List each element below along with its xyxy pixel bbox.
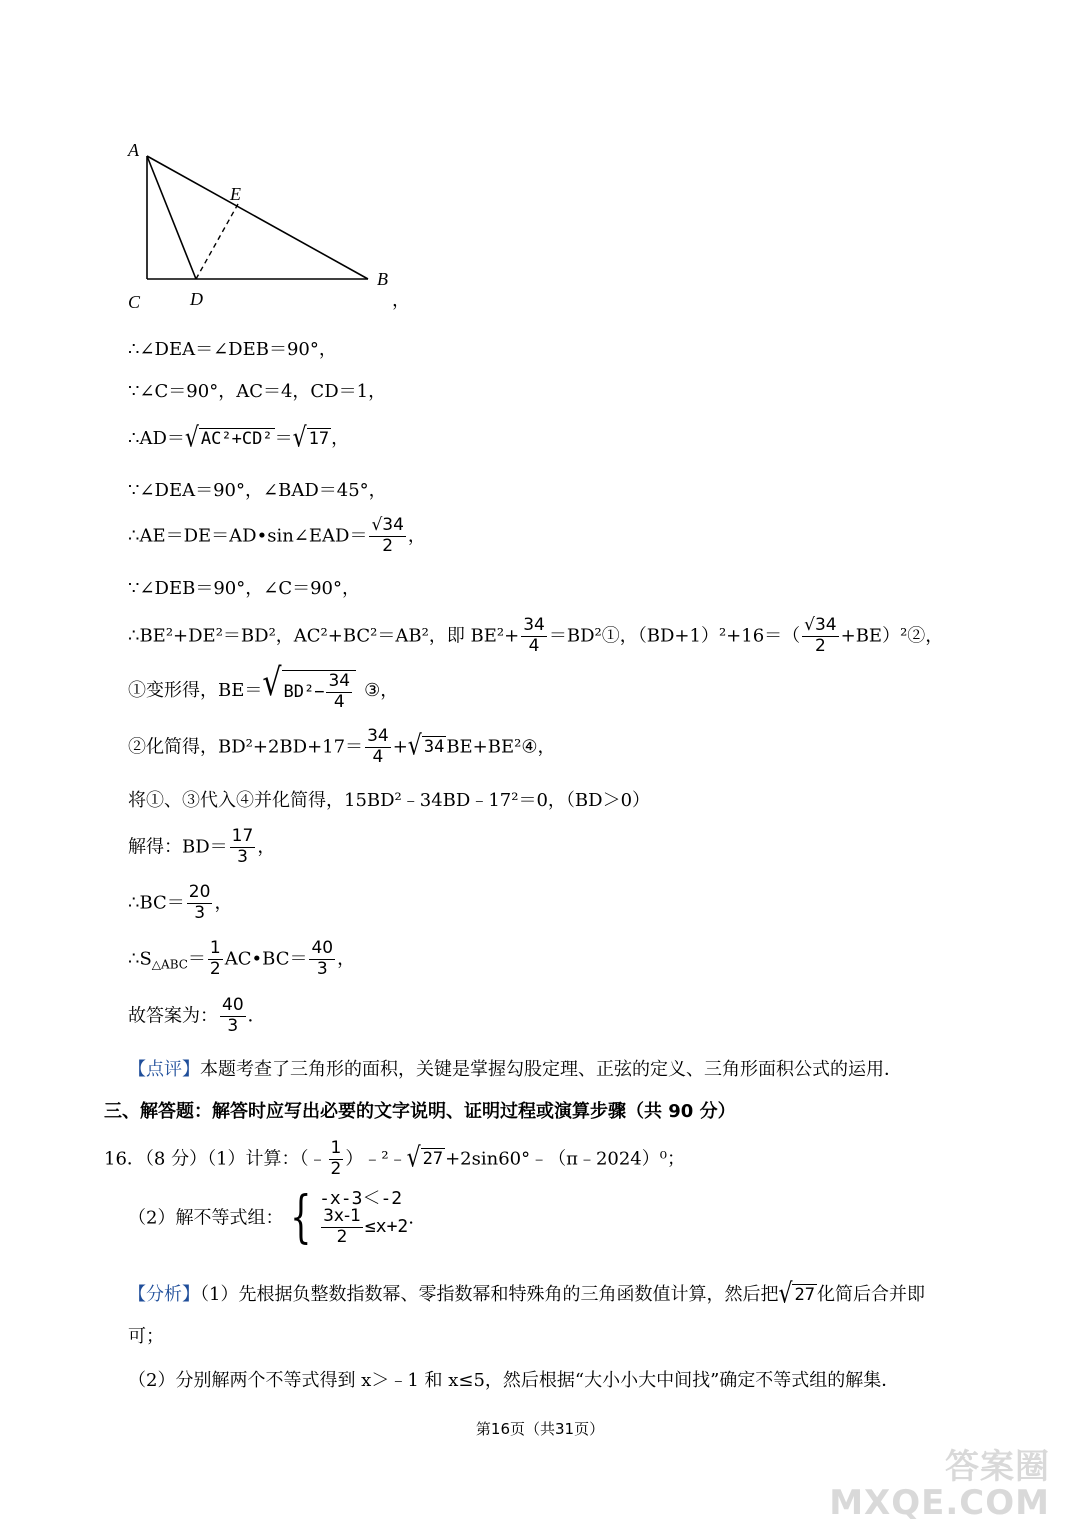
step-11: [128, 828, 275, 867]
step-7-b: ＝BD²①，（BD+1）²+16＝（: [548, 625, 801, 647]
step-13: [128, 940, 355, 979]
label-C: C: [128, 292, 141, 312]
step-14: [128, 997, 266, 1036]
denominator: 3: [237, 846, 248, 867]
fraction: [220, 997, 246, 1036]
plus: +: [392, 736, 408, 758]
step-7-c: +BE）²②，: [840, 625, 944, 647]
denominator: 3: [194, 902, 206, 923]
q16b-post: .: [408, 1207, 415, 1229]
label-E: E: [230, 184, 241, 204]
step-6: ∵∠DEB＝90°，∠C＝90°，: [128, 578, 360, 599]
numerator: 20: [188, 882, 211, 902]
fraction: [802, 617, 838, 656]
q16-pre: 16．（8 分）（1）计算：（﹣: [104, 1148, 327, 1170]
fraction: [521, 617, 547, 656]
watermark-line-2: MXQE.COM: [829, 1482, 1050, 1523]
denominator: 4: [333, 691, 345, 712]
q16b-pre: （2）解不等式组：: [128, 1207, 284, 1229]
sqrt-17: √ 17: [292, 422, 330, 454]
denominator: 2: [382, 535, 394, 556]
denominator: 2: [814, 635, 826, 656]
denominator: 2: [209, 958, 221, 979]
step-14-post: ．: [247, 1005, 266, 1027]
inequality-system: [283, 1185, 409, 1251]
step-3-pre: ∴AD＝: [128, 428, 185, 449]
analysis: [128, 1278, 925, 1310]
denominator: 4: [528, 635, 540, 656]
sqrt-27: √ 27: [778, 1278, 815, 1310]
radicand: AC²+CD²: [200, 429, 273, 449]
subscript: △ABC: [151, 957, 188, 972]
step-13-pre: ∴S: [128, 948, 152, 970]
fraction: [309, 940, 335, 979]
q16-mid: ）﹣²﹣: [345, 1148, 407, 1170]
fraction: [326, 673, 352, 712]
fraction: [365, 728, 391, 767]
fraction: [369, 517, 405, 556]
step-5-post: ，: [407, 525, 426, 547]
brace-icon: {: [290, 1185, 312, 1251]
denominator: 4: [372, 746, 384, 767]
radicand: 17: [308, 429, 330, 449]
triangle-figure: [120, 130, 420, 320]
step-4: ∵∠DEA＝90°，∠BAD＝45°，: [128, 480, 387, 501]
step-12-post: ，: [214, 892, 233, 914]
numerator: 3x-1: [323, 1206, 361, 1226]
step-12: [128, 884, 232, 923]
comment-tag: 【点评】: [128, 1059, 200, 1080]
label-D: D: [190, 289, 203, 309]
denominator: 3: [316, 958, 328, 979]
radicand: 34: [423, 737, 445, 758]
analysis-1-post: 化简后合并即: [816, 1284, 925, 1305]
comment: [128, 1061, 902, 1079]
step-8: [128, 661, 399, 712]
step-2: ∵∠C＝90°，AC＝4，CD＝1，: [128, 381, 387, 402]
step-3: [128, 422, 350, 454]
radicand: BD²−: [283, 681, 325, 702]
label-A: A: [128, 140, 139, 160]
question-16: [104, 1140, 685, 1179]
numerator: 40: [222, 995, 244, 1015]
numerator: 34: [328, 671, 351, 691]
fraction: [208, 940, 223, 979]
fraction: [230, 828, 256, 867]
numerator: 40: [311, 938, 334, 958]
q16-post: +2sin60°﹣（π﹣2024）⁰；: [445, 1148, 685, 1170]
numerator: 1: [330, 1138, 342, 1158]
fraction: [187, 884, 213, 923]
step-11-pre: 解得：BD＝: [128, 836, 228, 858]
fraction: [321, 1208, 363, 1247]
step-9-post: BE+BE²④，: [446, 736, 556, 758]
radicand: 27: [422, 1149, 444, 1170]
watermark: [829, 1447, 1050, 1523]
numerator: √34: [371, 515, 404, 535]
sqrt-27: √ 27: [406, 1143, 444, 1175]
analysis-tag: 【分析】: [128, 1284, 200, 1305]
eq: ＝: [274, 428, 293, 449]
step-7-a: ∴BE²+DE²＝BD²，AC²+BC²＝AB²，即 BE²+: [128, 625, 520, 647]
step-8-pre: ①变形得，BE＝: [128, 679, 263, 701]
sqrt-ac-cd: √ AC²+CD²: [184, 422, 273, 454]
page-footer: 第16页（共31页）: [475, 1420, 605, 1438]
comment-text: 本题考查了三角形的面积，关键是掌握勾股定理、正弦的定义、三角形面积公式的运用．: [200, 1059, 902, 1080]
label-B: B: [377, 269, 388, 289]
step-5: [128, 517, 426, 556]
inequality-1: -x-3＜-2: [319, 1188, 403, 1209]
sqrt-34: √ 34: [407, 731, 445, 763]
step-10: 将①、③代入④并化简得，15BD²﹣34BD﹣17²＝0，（BD＞0）: [128, 790, 651, 811]
numerator: 17: [231, 826, 254, 846]
step-9: [128, 728, 555, 767]
step-8-post: ③，: [364, 679, 399, 701]
step-5-pre: ∴AE＝DE＝AD•sin∠EAD＝: [128, 525, 368, 547]
denominator: 3: [227, 1015, 239, 1036]
analysis-continued: 可；: [128, 1326, 164, 1347]
numerator: √34: [804, 615, 837, 635]
inequality-2-rhs: ≤x+2: [364, 1216, 409, 1238]
numerator: 34: [523, 615, 545, 635]
step-11-post: ，: [257, 836, 276, 858]
question-16-part2: [128, 1185, 415, 1251]
analysis-2: （2）分别解两个不等式得到 x＞﹣1 和 x≤5，然后根据“大小小大中间找”确定不等式组的解集．: [128, 1370, 900, 1391]
section-heading: 三、解答题：解答时应写出必要的文字说明、证明过程或演算步骤（共 90 分）: [104, 1101, 736, 1122]
sqrt-bd: √ BD²− $\frac{34}{4}$: [262, 670, 356, 712]
step-7: [128, 617, 943, 656]
step-1: ∴∠DEA＝∠DEB＝90°，: [128, 339, 337, 360]
eq: ＝: [187, 948, 206, 970]
numerator: 34: [367, 726, 389, 746]
denominator: 2: [336, 1226, 348, 1247]
watermark-line-1: 答案圈: [945, 1447, 1050, 1487]
step-13-post: ，: [337, 948, 356, 970]
step-13-mid: AC•BC＝: [224, 948, 308, 970]
step-12-pre: ∴BC＝: [128, 892, 185, 914]
figure-trailing-comma: ，: [392, 290, 410, 311]
fraction: [329, 1140, 344, 1179]
analysis-1-pre: （1）先根据负整数指数幂、零指数幂和特殊角的三角函数值计算，然后把: [200, 1284, 779, 1305]
numerator: 1: [209, 938, 221, 958]
step-9-pre: ②化简得，BD²+2BD+17＝: [128, 736, 364, 758]
step-14-pre: 故答案为：: [128, 1005, 218, 1027]
radicand: 27: [794, 1285, 815, 1305]
denominator: 2: [330, 1158, 342, 1179]
step-3-post: ，: [331, 428, 350, 449]
